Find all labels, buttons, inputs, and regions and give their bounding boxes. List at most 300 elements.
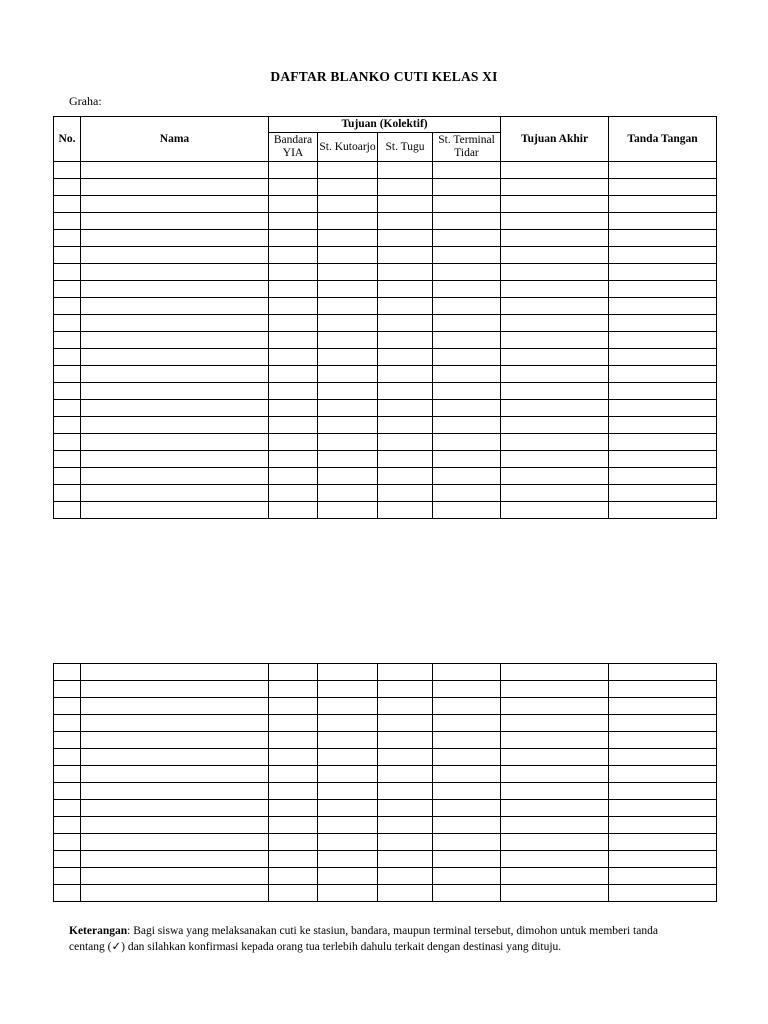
cell-st-kutoarjo[interactable] (318, 817, 378, 834)
cell-tujuan-akhir[interactable] (501, 681, 609, 698)
cell-st-kutoarjo[interactable] (318, 502, 378, 519)
cell-st-terminal-tidar[interactable] (433, 715, 501, 732)
cell-bandara-yia[interactable] (269, 868, 318, 885)
cell-nama[interactable] (81, 468, 269, 485)
cell-no[interactable] (54, 485, 81, 502)
cell-st-terminal-tidar[interactable] (433, 451, 501, 468)
cell-bandara-yia[interactable] (269, 315, 318, 332)
note-paragraph (69, 923, 689, 955)
cell-st-tugu[interactable] (378, 681, 433, 698)
cell-no[interactable] (54, 230, 81, 247)
cell-nama[interactable] (81, 434, 269, 451)
cell-st-tugu[interactable] (378, 264, 433, 281)
cell-nama[interactable] (81, 383, 269, 400)
cell-st-tugu[interactable] (378, 332, 433, 349)
cell-st-tugu[interactable] (378, 434, 433, 451)
cell-bandara-yia[interactable] (269, 179, 318, 196)
cell-st-tugu[interactable] (378, 366, 433, 383)
cell-st-terminal-tidar[interactable] (433, 230, 501, 247)
cell-nama[interactable] (81, 349, 269, 366)
cell-st-terminal-tidar[interactable] (433, 817, 501, 834)
cell-bandara-yia[interactable] (269, 383, 318, 400)
cell-tanda-tangan[interactable] (609, 715, 717, 732)
cell-st-kutoarjo[interactable] (318, 698, 378, 715)
cell-st-kutoarjo[interactable] (318, 281, 378, 298)
cell-nama[interactable] (81, 451, 269, 468)
cell-tanda-tangan[interactable] (609, 315, 717, 332)
cell-bandara-yia[interactable] (269, 749, 318, 766)
cell-tujuan-akhir[interactable] (501, 732, 609, 749)
cell-nama[interactable] (81, 417, 269, 434)
cell-no[interactable] (54, 468, 81, 485)
cell-tanda-tangan[interactable] (609, 851, 717, 868)
cell-no[interactable] (54, 868, 81, 885)
cell-no[interactable] (54, 664, 81, 681)
cell-tanda-tangan[interactable] (609, 664, 717, 681)
cell-tanda-tangan[interactable] (609, 383, 717, 400)
cell-no[interactable] (54, 264, 81, 281)
cell-tanda-tangan[interactable] (609, 698, 717, 715)
cell-st-terminal-tidar[interactable] (433, 698, 501, 715)
cell-tanda-tangan[interactable] (609, 366, 717, 383)
cell-nama[interactable] (81, 698, 269, 715)
cell-bandara-yia[interactable] (269, 783, 318, 800)
cell-tujuan-akhir[interactable] (501, 332, 609, 349)
cell-st-kutoarjo[interactable] (318, 715, 378, 732)
cell-tanda-tangan[interactable] (609, 264, 717, 281)
cell-no[interactable] (54, 502, 81, 519)
cell-st-terminal-tidar[interactable] (433, 868, 501, 885)
cell-st-terminal-tidar[interactable] (433, 332, 501, 349)
cell-tanda-tangan[interactable] (609, 868, 717, 885)
cell-st-kutoarjo[interactable] (318, 332, 378, 349)
table-row (54, 715, 717, 732)
cell-bandara-yia[interactable] (269, 715, 318, 732)
cell-st-kutoarjo[interactable] (318, 732, 378, 749)
cell-st-kutoarjo[interactable] (318, 383, 378, 400)
cell-tanda-tangan[interactable] (609, 783, 717, 800)
cell-nama[interactable] (81, 247, 269, 264)
header-tanda-tangan: Tanda Tangan (609, 117, 717, 162)
cell-st-kutoarjo[interactable] (318, 349, 378, 366)
cell-no[interactable] (54, 800, 81, 817)
cell-tujuan-akhir[interactable] (501, 213, 609, 230)
cell-bandara-yia[interactable] (269, 196, 318, 213)
cell-st-terminal-tidar[interactable] (433, 298, 501, 315)
cell-bandara-yia[interactable] (269, 885, 318, 902)
cell-no[interactable] (54, 783, 81, 800)
cell-st-terminal-tidar[interactable] (433, 400, 501, 417)
cell-tujuan-akhir[interactable] (501, 834, 609, 851)
cell-tujuan-akhir[interactable] (501, 468, 609, 485)
cell-tujuan-akhir[interactable] (501, 868, 609, 885)
cell-nama[interactable] (81, 281, 269, 298)
cell-st-terminal-tidar[interactable] (433, 383, 501, 400)
cell-nama[interactable] (81, 332, 269, 349)
cell-st-kutoarjo[interactable] (318, 434, 378, 451)
cell-tanda-tangan[interactable] (609, 213, 717, 230)
cell-tanda-tangan[interactable] (609, 885, 717, 902)
cell-bandara-yia[interactable] (269, 434, 318, 451)
cell-nama[interactable] (81, 766, 269, 783)
cell-nama[interactable] (81, 800, 269, 817)
cell-tanda-tangan[interactable] (609, 332, 717, 349)
cell-no[interactable] (54, 749, 81, 766)
cell-no[interactable] (54, 281, 81, 298)
cell-st-terminal-tidar[interactable] (433, 366, 501, 383)
cell-st-tugu[interactable] (378, 766, 433, 783)
cell-tujuan-akhir[interactable] (501, 196, 609, 213)
cell-tujuan-akhir[interactable] (501, 851, 609, 868)
table-row (54, 264, 717, 281)
cell-st-tugu[interactable] (378, 230, 433, 247)
cell-st-terminal-tidar[interactable] (433, 281, 501, 298)
cell-tujuan-akhir[interactable] (501, 800, 609, 817)
cell-tujuan-akhir[interactable] (501, 281, 609, 298)
cell-st-terminal-tidar[interactable] (433, 749, 501, 766)
cell-st-kutoarjo[interactable] (318, 681, 378, 698)
cell-no[interactable] (54, 817, 81, 834)
cell-bandara-yia[interactable] (269, 349, 318, 366)
cell-tanda-tangan[interactable] (609, 434, 717, 451)
cell-st-tugu[interactable] (378, 817, 433, 834)
header-bandara-yia: Bandara YIA (269, 133, 318, 162)
cell-st-kutoarjo[interactable] (318, 766, 378, 783)
cell-tanda-tangan[interactable] (609, 230, 717, 247)
cell-tujuan-akhir[interactable] (501, 179, 609, 196)
cell-nama[interactable] (81, 196, 269, 213)
cell-tanda-tangan[interactable] (609, 817, 717, 834)
cell-tujuan-akhir[interactable] (501, 502, 609, 519)
cell-nama[interactable] (81, 749, 269, 766)
cell-st-terminal-tidar[interactable] (433, 264, 501, 281)
cell-st-kutoarjo[interactable] (318, 749, 378, 766)
cell-st-terminal-tidar[interactable] (433, 179, 501, 196)
cell-bandara-yia[interactable] (269, 332, 318, 349)
header-tujuan-akhir: Tujuan Akhir (501, 117, 609, 162)
cell-st-kutoarjo[interactable] (318, 885, 378, 902)
cell-no[interactable] (54, 698, 81, 715)
cell-st-tugu[interactable] (378, 213, 433, 230)
cell-tujuan-akhir[interactable] (501, 264, 609, 281)
cell-bandara-yia[interactable] (269, 400, 318, 417)
cell-bandara-yia[interactable] (269, 468, 318, 485)
cell-bandara-yia[interactable] (269, 502, 318, 519)
cell-st-terminal-tidar[interactable] (433, 800, 501, 817)
cell-st-kutoarjo[interactable] (318, 834, 378, 851)
cell-no[interactable] (54, 383, 81, 400)
cell-bandara-yia[interactable] (269, 247, 318, 264)
cell-st-kutoarjo[interactable] (318, 230, 378, 247)
cell-tujuan-akhir[interactable] (501, 417, 609, 434)
cell-st-terminal-tidar[interactable] (433, 732, 501, 749)
cell-tanda-tangan[interactable] (609, 247, 717, 264)
cell-tanda-tangan[interactable] (609, 349, 717, 366)
cell-no[interactable] (54, 885, 81, 902)
cell-tanda-tangan[interactable] (609, 766, 717, 783)
cell-tanda-tangan[interactable] (609, 834, 717, 851)
cell-no[interactable] (54, 349, 81, 366)
table-row (54, 349, 717, 366)
cell-tanda-tangan[interactable] (609, 800, 717, 817)
cell-tanda-tangan[interactable] (609, 681, 717, 698)
cell-st-terminal-tidar[interactable] (433, 434, 501, 451)
cell-st-terminal-tidar[interactable] (433, 417, 501, 434)
cell-st-kutoarjo[interactable] (318, 213, 378, 230)
cell-tujuan-akhir[interactable] (501, 715, 609, 732)
cell-tanda-tangan[interactable] (609, 417, 717, 434)
cell-st-kutoarjo[interactable] (318, 851, 378, 868)
cell-tujuan-akhir[interactable] (501, 749, 609, 766)
table-row (54, 681, 717, 698)
cell-bandara-yia[interactable] (269, 298, 318, 315)
cell-nama[interactable] (81, 664, 269, 681)
cell-nama[interactable] (81, 315, 269, 332)
cell-bandara-yia[interactable] (269, 681, 318, 698)
cell-st-tugu[interactable] (378, 281, 433, 298)
table-row (54, 885, 717, 902)
cell-st-tugu[interactable] (378, 698, 433, 715)
cell-tanda-tangan[interactable] (609, 502, 717, 519)
cell-bandara-yia[interactable] (269, 162, 318, 179)
cell-st-kutoarjo[interactable] (318, 468, 378, 485)
cell-st-tugu[interactable] (378, 196, 433, 213)
table-row (54, 732, 717, 749)
cell-nama[interactable] (81, 298, 269, 315)
cell-tujuan-akhir[interactable] (501, 298, 609, 315)
cell-st-terminal-tidar[interactable] (433, 162, 501, 179)
cell-tujuan-akhir[interactable] (501, 247, 609, 264)
cell-no[interactable] (54, 196, 81, 213)
cell-tujuan-akhir[interactable] (501, 230, 609, 247)
cell-nama[interactable] (81, 264, 269, 281)
cell-nama[interactable] (81, 179, 269, 196)
cell-st-tugu[interactable] (378, 783, 433, 800)
cell-nama[interactable] (81, 732, 269, 749)
cell-no[interactable] (54, 715, 81, 732)
cell-tanda-tangan[interactable] (609, 732, 717, 749)
table-row (54, 434, 717, 451)
cell-tanda-tangan[interactable] (609, 298, 717, 315)
cell-nama[interactable] (81, 162, 269, 179)
cell-st-terminal-tidar[interactable] (433, 485, 501, 502)
cell-st-terminal-tidar[interactable] (433, 766, 501, 783)
cell-no[interactable] (54, 681, 81, 698)
cell-st-kutoarjo[interactable] (318, 417, 378, 434)
cell-nama[interactable] (81, 783, 269, 800)
cell-bandara-yia[interactable] (269, 485, 318, 502)
cell-tujuan-akhir[interactable] (501, 349, 609, 366)
cell-bandara-yia[interactable] (269, 817, 318, 834)
table-row (54, 698, 717, 715)
cell-tujuan-akhir[interactable] (501, 383, 609, 400)
cell-st-kutoarjo[interactable] (318, 400, 378, 417)
cell-st-kutoarjo[interactable] (318, 451, 378, 468)
cell-bandara-yia[interactable] (269, 664, 318, 681)
cell-st-tugu[interactable] (378, 247, 433, 264)
cell-st-tugu[interactable] (378, 485, 433, 502)
cell-st-kutoarjo[interactable] (318, 264, 378, 281)
header-st-terminal-tidar: St. Terminal Tidar (433, 133, 501, 162)
header-st-kutoarjo: St. Kutoarjo (318, 133, 378, 162)
cell-nama[interactable] (81, 681, 269, 698)
cell-tanda-tangan[interactable] (609, 162, 717, 179)
cell-st-tugu[interactable] (378, 749, 433, 766)
cell-tanda-tangan[interactable] (609, 179, 717, 196)
cell-st-terminal-tidar[interactable] (433, 468, 501, 485)
cell-no[interactable] (54, 851, 81, 868)
cell-tujuan-akhir[interactable] (501, 400, 609, 417)
cell-no[interactable] (54, 298, 81, 315)
cell-st-terminal-tidar[interactable] (433, 247, 501, 264)
cell-no[interactable] (54, 247, 81, 264)
cell-tujuan-akhir[interactable] (501, 485, 609, 502)
cell-st-kutoarjo[interactable] (318, 485, 378, 502)
cell-bandara-yia[interactable] (269, 698, 318, 715)
cell-no[interactable] (54, 766, 81, 783)
cell-st-tugu[interactable] (378, 298, 433, 315)
cell-tanda-tangan[interactable] (609, 468, 717, 485)
cell-st-kutoarjo[interactable] (318, 179, 378, 196)
cell-bandara-yia[interactable] (269, 851, 318, 868)
cell-st-kutoarjo[interactable] (318, 315, 378, 332)
cell-tujuan-akhir[interactable] (501, 766, 609, 783)
cell-st-kutoarjo[interactable] (318, 800, 378, 817)
cell-st-tugu[interactable] (378, 868, 433, 885)
cell-nama[interactable] (81, 366, 269, 383)
cell-st-kutoarjo[interactable] (318, 868, 378, 885)
cell-no[interactable] (54, 162, 81, 179)
cell-st-tugu[interactable] (378, 179, 433, 196)
cell-st-terminal-tidar[interactable] (433, 885, 501, 902)
cell-st-kutoarjo[interactable] (318, 196, 378, 213)
cell-st-tugu[interactable] (378, 502, 433, 519)
cell-bandara-yia[interactable] (269, 281, 318, 298)
cell-tujuan-akhir[interactable] (501, 698, 609, 715)
cell-st-terminal-tidar[interactable] (433, 502, 501, 519)
cell-st-terminal-tidar[interactable] (433, 196, 501, 213)
cell-nama[interactable] (81, 715, 269, 732)
cell-st-tugu[interactable] (378, 715, 433, 732)
cell-tujuan-akhir[interactable] (501, 783, 609, 800)
cell-st-terminal-tidar[interactable] (433, 681, 501, 698)
cell-nama[interactable] (81, 230, 269, 247)
table-row (54, 366, 717, 383)
cell-st-terminal-tidar[interactable] (433, 315, 501, 332)
cell-st-terminal-tidar[interactable] (433, 664, 501, 681)
cell-tujuan-akhir[interactable] (501, 817, 609, 834)
cell-st-tugu[interactable] (378, 349, 433, 366)
cell-st-tugu[interactable] (378, 664, 433, 681)
cell-st-terminal-tidar[interactable] (433, 213, 501, 230)
table-row (54, 179, 717, 196)
table-row (54, 213, 717, 230)
cell-no[interactable] (54, 834, 81, 851)
cell-st-tugu[interactable] (378, 732, 433, 749)
cell-bandara-yia[interactable] (269, 800, 318, 817)
cell-st-tugu[interactable] (378, 851, 433, 868)
cell-st-kutoarjo[interactable] (318, 783, 378, 800)
cell-nama[interactable] (81, 851, 269, 868)
cell-nama[interactable] (81, 213, 269, 230)
cell-tanda-tangan[interactable] (609, 749, 717, 766)
cell-nama[interactable] (81, 485, 269, 502)
cell-nama[interactable] (81, 868, 269, 885)
cell-bandara-yia[interactable] (269, 451, 318, 468)
cell-st-tugu[interactable] (378, 383, 433, 400)
cell-st-tugu[interactable] (378, 885, 433, 902)
cell-no[interactable] (54, 451, 81, 468)
cell-nama[interactable] (81, 400, 269, 417)
cell-st-tugu[interactable] (378, 400, 433, 417)
leave-form-table (53, 116, 717, 519)
cell-st-tugu[interactable] (378, 834, 433, 851)
cell-tanda-tangan[interactable] (609, 400, 717, 417)
cell-st-tugu[interactable] (378, 315, 433, 332)
cell-tujuan-akhir[interactable] (501, 366, 609, 383)
cell-tanda-tangan[interactable] (609, 485, 717, 502)
cell-tujuan-akhir[interactable] (501, 664, 609, 681)
document-title: DAFTAR BLANKO CUTI KELAS XI (270, 69, 498, 84)
table-row (54, 298, 717, 315)
cell-tujuan-akhir[interactable] (501, 451, 609, 468)
cell-st-kutoarjo[interactable] (318, 247, 378, 264)
cell-st-terminal-tidar[interactable] (433, 349, 501, 366)
cell-st-tugu[interactable] (378, 451, 433, 468)
cell-nama[interactable] (81, 817, 269, 834)
cell-nama[interactable] (81, 834, 269, 851)
cell-nama[interactable] (81, 885, 269, 902)
cell-bandara-yia[interactable] (269, 264, 318, 281)
cell-st-tugu[interactable] (378, 800, 433, 817)
cell-bandara-yia[interactable] (269, 766, 318, 783)
cell-no[interactable] (54, 315, 81, 332)
cell-bandara-yia[interactable] (269, 213, 318, 230)
cell-bandara-yia[interactable] (269, 417, 318, 434)
cell-tujuan-akhir[interactable] (501, 885, 609, 902)
cell-tujuan-akhir[interactable] (501, 434, 609, 451)
cell-tujuan-akhir[interactable] (501, 315, 609, 332)
cell-st-kutoarjo[interactable] (318, 298, 378, 315)
cell-st-terminal-tidar[interactable] (433, 783, 501, 800)
cell-bandara-yia[interactable] (269, 732, 318, 749)
cell-tanda-tangan[interactable] (609, 451, 717, 468)
cell-no[interactable] (54, 434, 81, 451)
cell-st-kutoarjo[interactable] (318, 162, 378, 179)
cell-no[interactable] (54, 400, 81, 417)
cell-tujuan-akhir[interactable] (501, 162, 609, 179)
cell-st-tugu[interactable] (378, 468, 433, 485)
cell-nama[interactable] (81, 502, 269, 519)
cell-no[interactable] (54, 366, 81, 383)
cell-no[interactable] (54, 732, 81, 749)
cell-st-terminal-tidar[interactable] (433, 834, 501, 851)
cell-bandara-yia[interactable] (269, 834, 318, 851)
cell-no[interactable] (54, 213, 81, 230)
cell-no[interactable] (54, 332, 81, 349)
cell-st-kutoarjo[interactable] (318, 664, 378, 681)
cell-tanda-tangan[interactable] (609, 281, 717, 298)
cell-st-tugu[interactable] (378, 417, 433, 434)
cell-bandara-yia[interactable] (269, 230, 318, 247)
cell-st-kutoarjo[interactable] (318, 366, 378, 383)
cell-no[interactable] (54, 417, 81, 434)
cell-bandara-yia[interactable] (269, 366, 318, 383)
cell-no[interactable] (54, 179, 81, 196)
cell-tanda-tangan[interactable] (609, 196, 717, 213)
cell-st-tugu[interactable] (378, 162, 433, 179)
cell-st-terminal-tidar[interactable] (433, 851, 501, 868)
